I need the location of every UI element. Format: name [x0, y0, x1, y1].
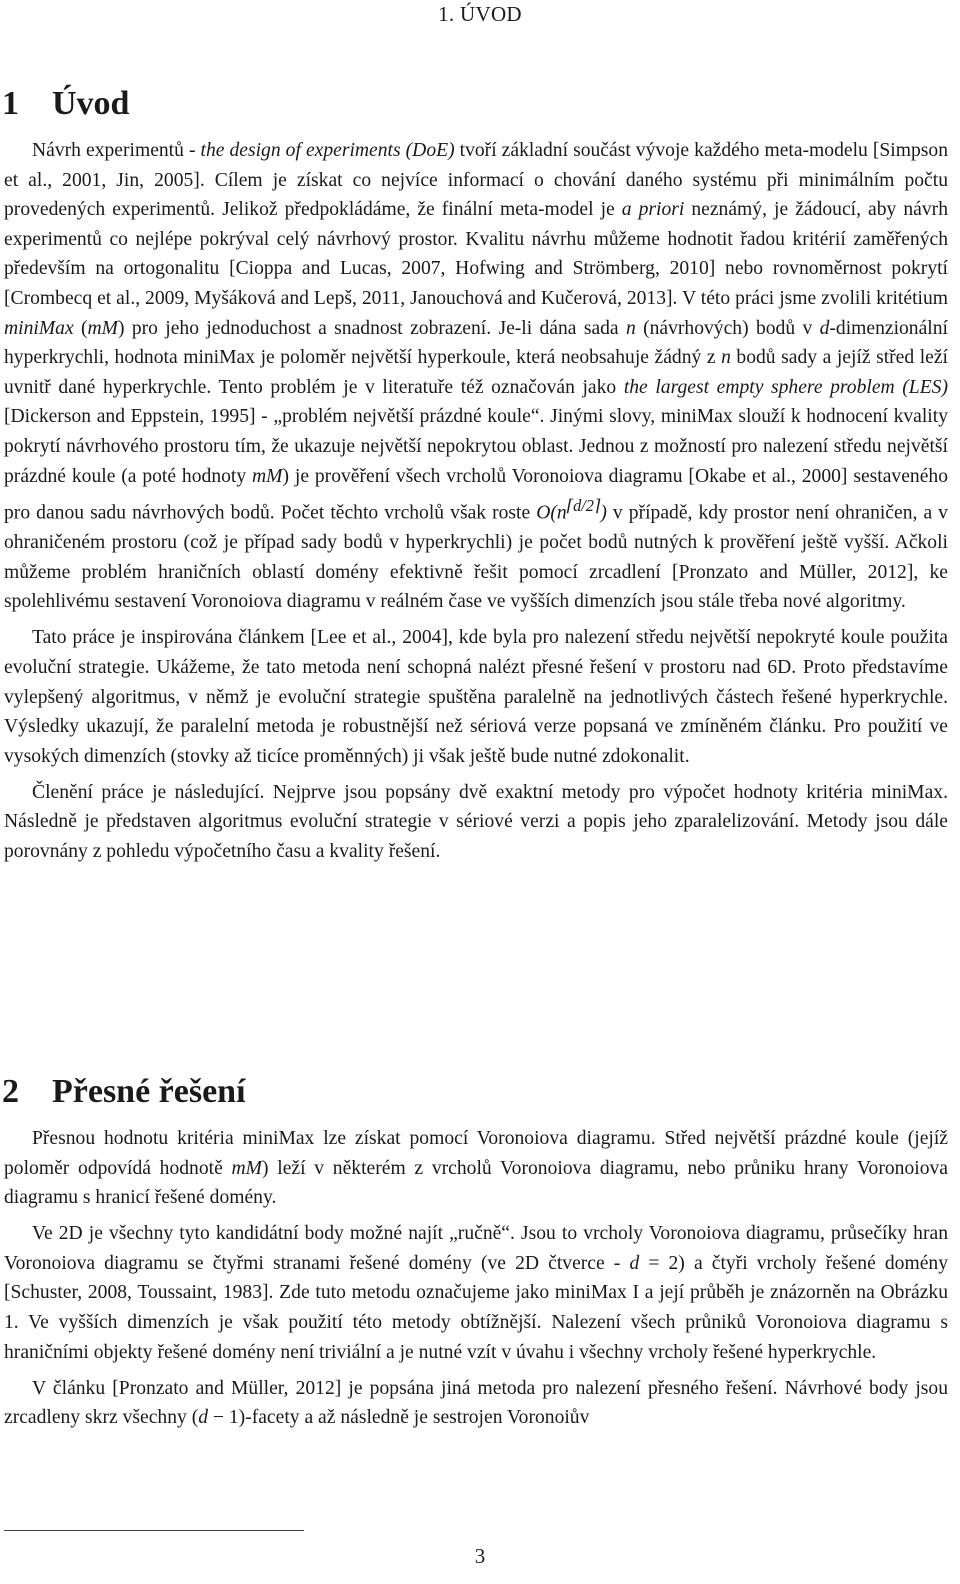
section-body-intro — [4, 136, 948, 867]
text-run: = 2) a čtyři vrcholy řešené domény [Schuster, 2008, Toussaint, 1983]. Zde tuto metodu označujeme jako miniMax I a její průběh je znázorněn na Obrázku 1. Ve vyšších dimenzích je však použití této metody obtížnější. Nalezení všech průniků Voronoiova diagramu s hraničními objekty řešené domény není triviální a je nutné vzít v úvahu i všechny vrcholy řešené hyperkrychle. — [4, 1252, 949, 1363]
math-symbol: O(n — [536, 502, 567, 524]
text-run: -dimenzionální hyperkrychli, hodnota miniMax je poloměr největší hyperkoule, která neobsahuje žádný z — [4, 317, 948, 369]
text-run: Tato práce je inspirována článkem [Lee et al., 2004], kde byla pro nalezení středu největší nepokryté koule použita evoluční strategie. Ukážeme, že tato metoda není schopná nalézt přesné řešení v prostoru nad 6D. Proto představíme vylepšený algoritmus, v němž je evoluční strategie spuštěna paralelně na jednotlivých částech řešené hyperkrychle. Výsledky ukazují, že paralelní metoda je robustnější než sériová verze popsaná ve zmíněném článku. Pro použití ve vysokých dimenzích (stovky až ticíce proměnných) ji však ještě bude nutné zdokonalit. — [4, 627, 948, 767]
page-number: 3 — [474, 1544, 486, 1568]
math-exponent: ⌈d/2⌉ — [566, 496, 601, 516]
paragraph — [4, 136, 948, 617]
math-symbol: ) — [600, 502, 607, 524]
emphasis: the largest empty sphere problem (LES) — [623, 376, 948, 398]
text-run: neznámý, je žádoucí, aby návrh experimentů co nejlépe pokrýval celý návrhový prostor. Kvalitu návrhu můžeme hodnotit řadou kritérií zaměřených především na ortogonalitu [Cioppa and Lucas, 2007, Hofwing and Strömberg, 2010] nebo rovnoměrnost pokrytí [Crombecq et al., 2009, Myšáková and Lepš, 2011, Janouchová and Kučerová, 2013]. V této práci jsme zvolili kritétium — [4, 199, 948, 309]
emphasis: mM — [252, 465, 283, 487]
paragraph — [4, 623, 948, 771]
text-run: ) leží v některém z vrcholů Voronoiova diagramu, nebo průniku hrany Voronoiova diagramu s hranicí řešené domény. — [4, 1157, 949, 1209]
text-run: Členění práce je následující. Nejprve jsou popsány dvě exaktní metody pro výpočet hodnoty kritéria miniMax. Následně je představen algoritmus evoluční strategie v sériové verzi a popis jeho zparalelizování. Metody jsou dále porovnány z pohledu výpočetního času a kvality řešení. — [4, 781, 948, 862]
text-run: ) je prověření všech vrcholů Voronoiova diagramu [Okabe et al., 2000] sestaveného pro danou sadu návrhových bodů. Počet těchto vrcholů však roste — [4, 465, 948, 524]
text-run: Ve 2D je všechny tyto kandidátní body možné najít „ručně“. Jsou to vrcholy Voronoiova diagramu, průsečíky hran Voronoiova diagramu se čtyřmi stranami řešené domény (ve 2D čtverce - — [4, 1223, 948, 1274]
text-run: Přesnou hodnotu kritéria miniMax lze získat pomocí Voronoiova diagramu. Střed největší prázdné koule (jejíž poloměr odpovídá hodnotě — [4, 1128, 948, 1179]
section-heading-intro — [2, 84, 129, 124]
emphasis: the design of experiments (DoE) — [200, 140, 455, 161]
text-run: Návrh experimentů - — [32, 140, 201, 161]
text-run: ) pro jeho jednoduchost a snadnost zobrazení. Je-li dána sada — [118, 317, 626, 339]
text-run: (návrhových) bodů v — [635, 317, 820, 339]
text-run: v případě, kdy prostor není ohraničen, a v ohraničeném prostoru (což je případ sady bodů v hyperkrychli) je počet bodů nutných k prověření ještě vyšší. Ačkoli můžeme problém hraničních oblastí domény efektivně řešit pomocí zrcadlení [Pronzato and Müller, 2012], ke spolehlivému sestavení Voronoiova diagramu v reálném čase ve vyšších dimenzích jsou stále třeba nové algoritmy. — [4, 502, 948, 613]
footer-rule — [4, 1530, 304, 1531]
text-run: tvoří základní součást vývoje každého meta-modelu [Simpson et al., 2001, Jin, 2005]. Cílem je získat co nejvíce informací o chování daného systému při minimálním počtu provedených experimentů. Jelikož předpokládáme, že finální meta-model je — [4, 140, 948, 221]
emphasis: a priori — [621, 199, 685, 221]
math-symbol: n — [625, 317, 636, 339]
math-symbol: n — [721, 347, 731, 369]
text-run: V článku [Pronzato and Müller, 2012] je popsána jiná metoda pro nalezení přesného řešení. Návrhové body jsou zrcadleny skrz všechny ( — [4, 1377, 948, 1429]
section-number: 1 — [2, 85, 19, 122]
section-heading-exact-solution — [2, 1072, 246, 1112]
paragraph — [4, 1374, 948, 1433]
emphasis: mM — [87, 317, 118, 339]
emphasis: mM — [231, 1157, 263, 1179]
section-body-exact-solution — [4, 1124, 948, 1433]
paragraph — [4, 1124, 948, 1213]
text-run: bodů sady a jejíž střed leží uvnitř dané hyperkrychle. Tento problém je v literatuře též označován jako — [4, 347, 948, 398]
text-run: ( — [73, 317, 88, 339]
math-symbol: d — [198, 1407, 209, 1429]
math-symbol: d — [629, 1252, 640, 1274]
emphasis: miniMax — [4, 317, 74, 339]
math-symbol: d — [819, 317, 830, 339]
running-header: 1. ÚVOD — [438, 2, 522, 26]
section-title: Úvod — [52, 85, 130, 122]
text-run: [Dickerson and Eppstein, 1995] - „problém největší prázdné koule“. Jinými slovy, miniMax slouží k hodnocení kvality pokrytí návrhového prostoru tím, že ukazuje největší nepokrytou oblast. Jednou z možností pro nalezení středu největší prázdné koule (a poté hodnoty — [4, 406, 948, 487]
paragraph — [4, 778, 948, 867]
section-number: 2 — [2, 1073, 19, 1110]
text-run: − 1)-facety a až následně je sestrojen Voronoiův — [208, 1407, 590, 1429]
section-title: Přesné řešení — [52, 1073, 246, 1110]
paragraph — [4, 1219, 948, 1367]
